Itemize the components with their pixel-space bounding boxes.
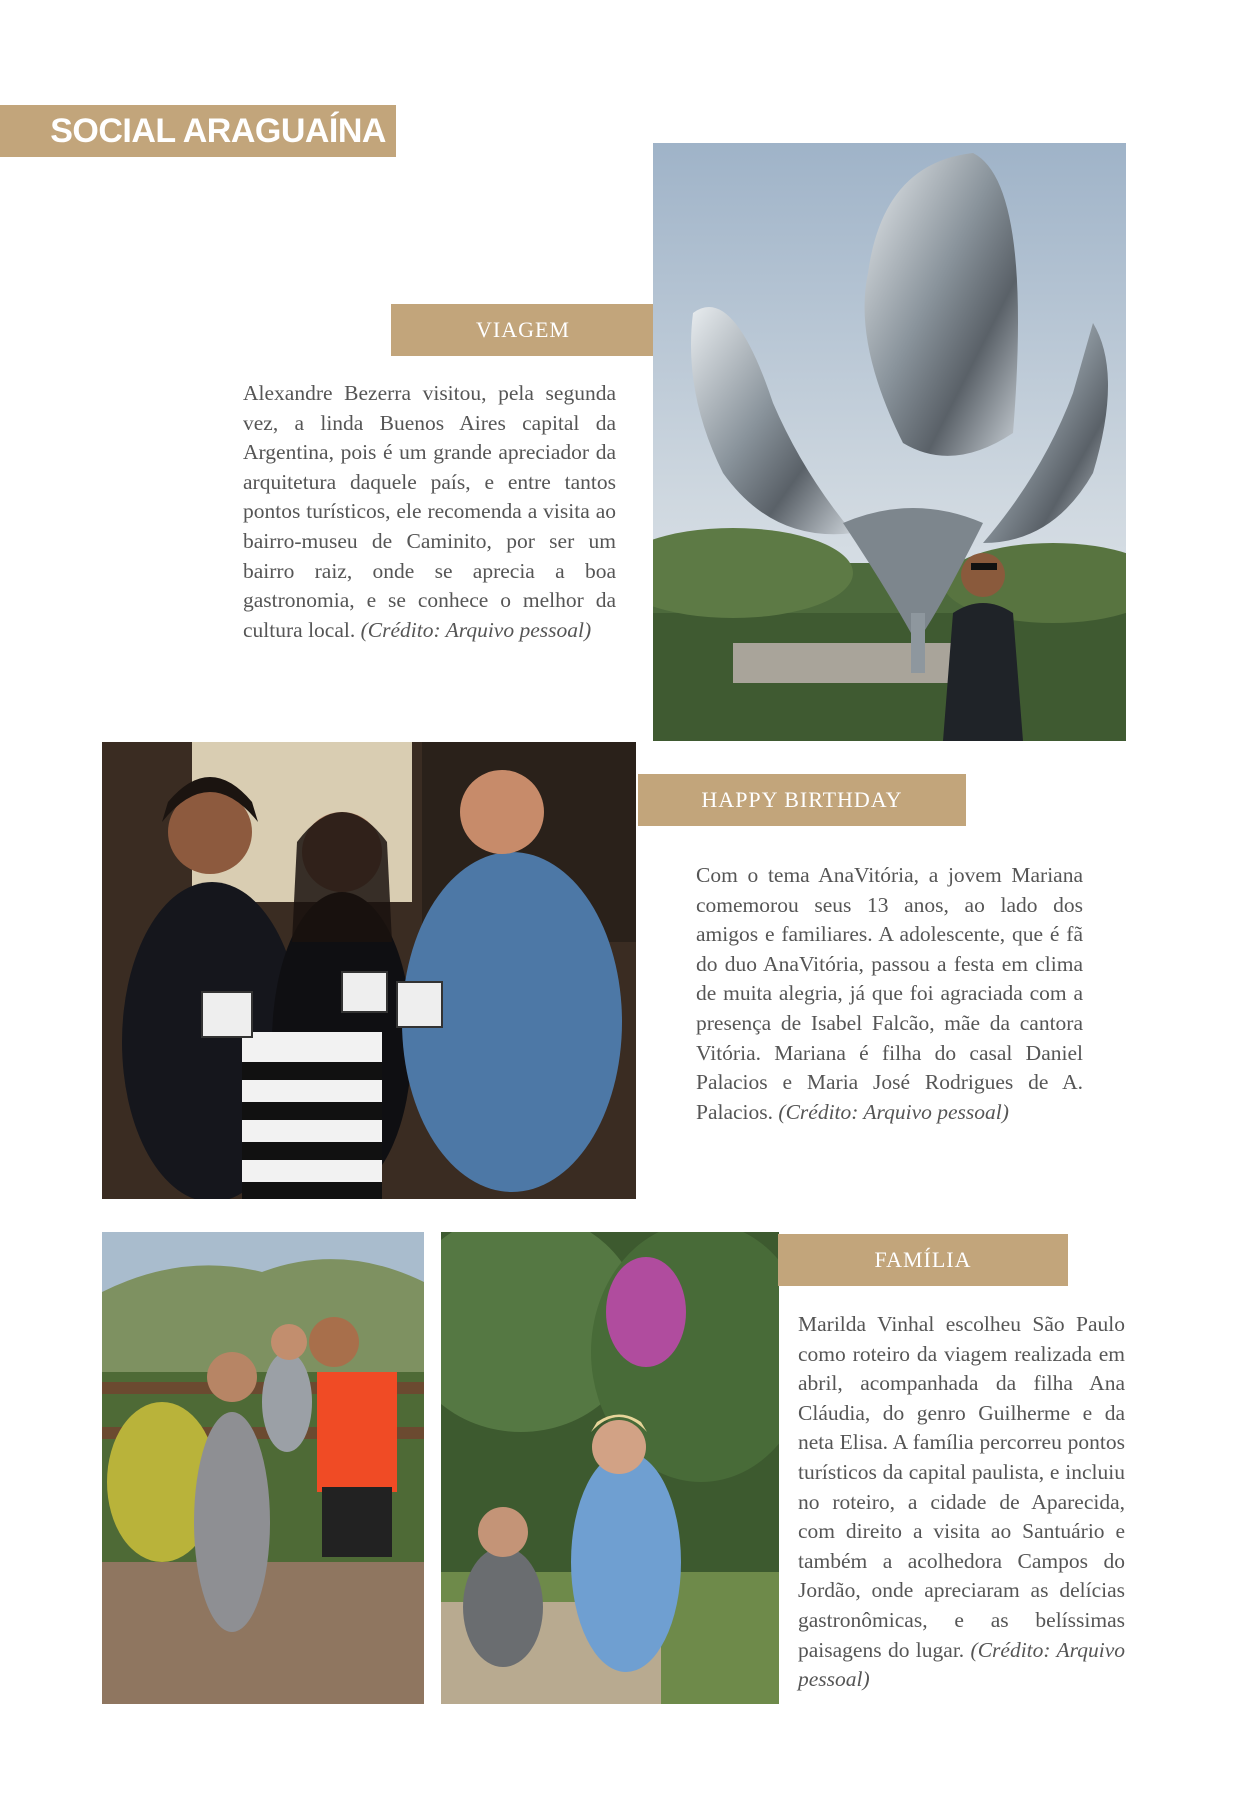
photo-birthday-party — [102, 742, 636, 1199]
photo-family-garden — [441, 1232, 779, 1704]
article-birthday-credit: (Crédito: Arquivo pessoal) — [778, 1099, 1009, 1124]
article-viagem-text — [243, 379, 616, 645]
photo-family-mountain — [102, 1232, 424, 1704]
article-birthday-body: Com o tema AnaVitória, a jovem Mariana comemorou seus 13 anos, ao lado dos amigos e familiares. A adolescente, que é fã do duo AnaVitória, passou a festa em clima de muita alegria, já que foi agraciada com a presença de Isabel Falcão, mãe da cantora Vitória. Mariana é filha do casal Daniel Palacios e Maria José Rodrigues de A. Palacios. — [696, 863, 1083, 1124]
tag-viagem-label: VIAGEM — [476, 317, 570, 342]
tag-happy-birthday — [638, 774, 966, 826]
section-title — [0, 105, 396, 157]
photo-floralis-generica — [653, 143, 1126, 741]
article-viagem-body: Alexandre Bezerra visitou, pela segunda vez, a linda Buenos Aires capital da Argentina, pois é um grande apreciador da arquitetura daquele país, e entre tantos pontos turísticos, ele recomenda a visita ao bairro-museu de Caminito, por ser um bairro raiz, onde se aprecia a boa gastronomia, e se conhece o melhor da cultura local. — [243, 381, 616, 642]
article-familia-credit: (Crédito: Arquivo pessoal) — [798, 1637, 1125, 1692]
article-birthday-text — [696, 861, 1083, 1127]
tag-familia-label: FAMÍLIA — [874, 1247, 972, 1272]
tag-happy-birthday-label: HAPPY BIRTHDAY — [701, 787, 903, 812]
article-viagem-credit: (Crédito: Arquivo pessoal) — [360, 617, 592, 642]
tag-familia — [778, 1234, 1068, 1286]
section-title-text: SOCIAL ARAGUAÍNA — [50, 111, 386, 150]
tag-viagem — [391, 304, 655, 356]
article-familia-body: Marilda Vinhal escolheu São Paulo como roteiro da viagem realizada em abril, acompanhada da filha Ana Cláudia, do genro Guilherme e da neta Elisa. A família percorreu pontos turísticos da capital paulista, e incluiu no roteiro, a cidade de Aparecida, com direito a visita ao Santuário e também a acolhedora Campos do Jordão, onde apreciaram as delícias gastronômicas, e as belíssimas paisagens do lugar. — [798, 1312, 1125, 1662]
article-familia-text — [798, 1310, 1125, 1695]
